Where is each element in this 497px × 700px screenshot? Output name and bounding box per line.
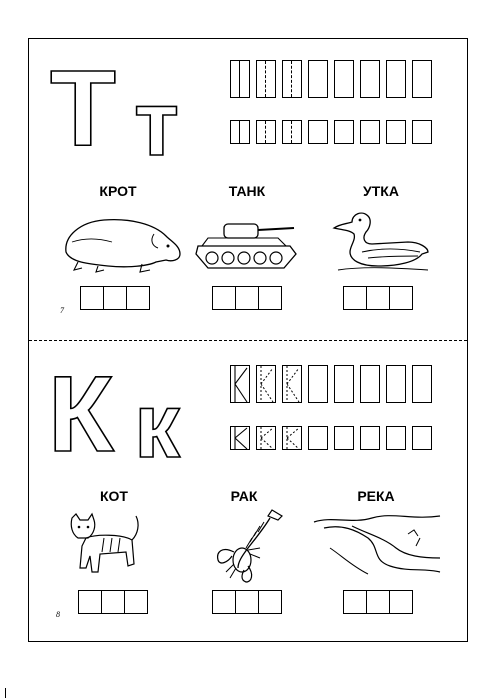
answer-boxes-utka[interactable]	[343, 286, 413, 310]
crayfish-picture	[208, 508, 288, 584]
river-picture	[312, 508, 444, 580]
answer-boxes-tank[interactable]	[212, 286, 282, 310]
cat-picture	[66, 512, 146, 580]
lowercase-letter-t: т	[134, 73, 180, 175]
duck-picture	[328, 208, 432, 274]
word-kot: КОТ	[100, 488, 128, 504]
answer-boxes-krot[interactable]	[80, 286, 150, 310]
answer-boxes-rak[interactable]	[212, 590, 282, 614]
answer-boxes-kot[interactable]	[78, 590, 148, 614]
tank-picture	[194, 218, 300, 272]
word-krot: КРОТ	[99, 183, 137, 199]
word-reka: РЕКА	[357, 488, 395, 504]
page-number: 8	[56, 610, 60, 619]
page-number: 7	[60, 306, 64, 315]
lowercase-letter-k: к	[134, 375, 181, 477]
uppercase-letter-t: Т	[50, 47, 116, 168]
word-rak: РАК	[230, 488, 258, 504]
cut-line	[29, 340, 467, 341]
word-tank: ТАНК	[228, 183, 266, 199]
word-utka: УТКА	[363, 183, 399, 199]
answer-boxes-reka[interactable]	[343, 590, 413, 614]
uppercase-letter-k: К	[48, 353, 114, 474]
margin-mark	[5, 688, 6, 698]
mole-picture	[58, 212, 184, 274]
